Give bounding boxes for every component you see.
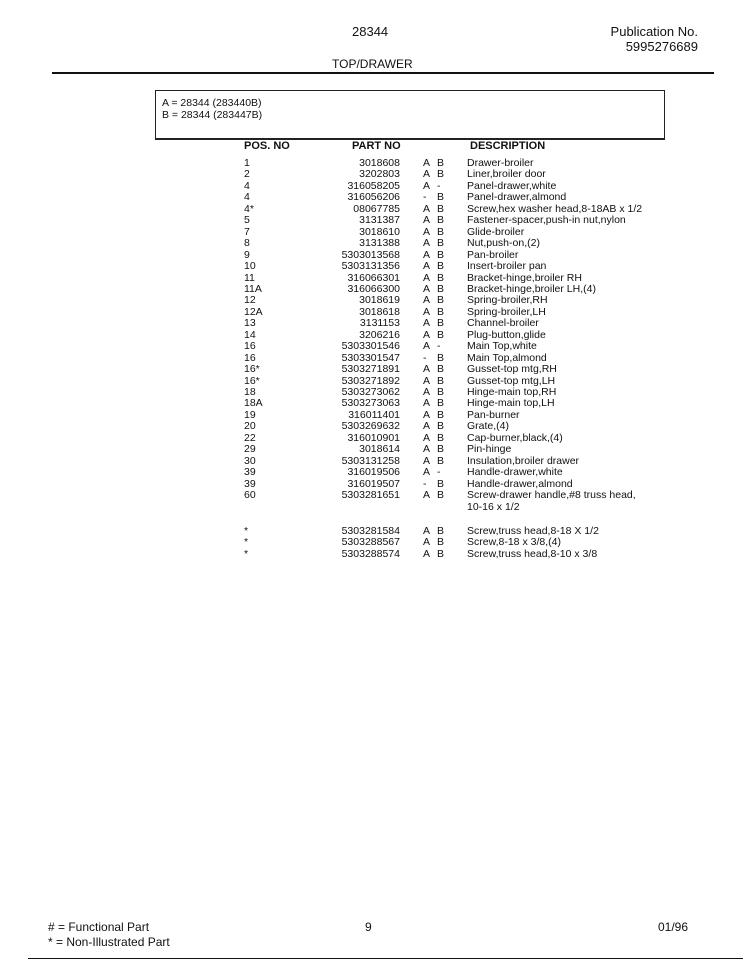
model-number: 28344 bbox=[352, 24, 389, 39]
model-a-cell: A bbox=[423, 328, 431, 341]
model-a-cell: A bbox=[423, 168, 431, 181]
model-b-cell: B bbox=[437, 443, 445, 456]
description-cell: Pan-burner bbox=[467, 408, 520, 421]
table-row bbox=[0, 317, 750, 329]
description-cell: Hinge-main top,RH bbox=[467, 386, 557, 398]
model-a-cell: A bbox=[423, 536, 431, 549]
part-number-cell: 5303301547 bbox=[341, 351, 400, 364]
part-number-cell: 3018614 bbox=[359, 443, 400, 456]
part-number-cell: 3202803 bbox=[359, 168, 400, 181]
pos-cell: 11A bbox=[244, 282, 262, 295]
model-b-cell: B bbox=[437, 202, 445, 215]
model-b-cell: B bbox=[437, 305, 445, 318]
part-number-cell: 5303301546 bbox=[341, 340, 400, 353]
model-b-cell: B bbox=[437, 157, 445, 169]
model-a-cell: A bbox=[423, 489, 431, 502]
table-row bbox=[0, 478, 750, 490]
model-a-cell: A bbox=[423, 202, 431, 215]
model-a-cell: A bbox=[423, 271, 431, 284]
table-row bbox=[0, 432, 750, 444]
pos-cell: 30 bbox=[244, 454, 256, 467]
table-row bbox=[0, 226, 750, 238]
description-cell: Grate,(4) bbox=[467, 420, 510, 433]
model-a-cell: A bbox=[423, 454, 431, 467]
model-a-cell: A bbox=[423, 431, 431, 444]
model-a-cell: A bbox=[423, 408, 431, 421]
description-cell: Bracket-hinge,broiler LH,(4) bbox=[467, 282, 596, 295]
model-b-cell: - bbox=[437, 179, 441, 192]
pos-cell: 2 bbox=[244, 168, 250, 181]
pos-cell: 20 bbox=[244, 420, 256, 433]
part-number-cell: 3131387 bbox=[359, 214, 400, 227]
part-number-cell: 5303271891 bbox=[341, 363, 400, 376]
part-number-cell: 316058205 bbox=[347, 179, 400, 192]
pos-cell: 14 bbox=[244, 328, 256, 341]
part-number-cell: 316011401 bbox=[348, 408, 400, 421]
description-cell: Screw,truss head,8-18 X 1/2 bbox=[467, 524, 599, 537]
part-number-cell: 3206216 bbox=[359, 328, 400, 341]
non-illustrated-note: * = Non-Illustrated Part bbox=[48, 935, 170, 949]
description-cell: Main Top,white bbox=[467, 340, 537, 353]
pos-cell: * bbox=[244, 524, 249, 537]
model-a-cell: A bbox=[423, 524, 431, 537]
table-row bbox=[0, 409, 750, 421]
table-row bbox=[0, 548, 750, 560]
part-number-cell: 5303131356 bbox=[341, 260, 400, 273]
description-cell: Bracket-hinge,broiler RH bbox=[467, 271, 582, 284]
description-cell: Spring-broiler,LH bbox=[467, 305, 546, 318]
table-row bbox=[0, 455, 750, 467]
pos-cell: 1 bbox=[244, 157, 250, 169]
description-cell: Insert-broiler pan bbox=[467, 260, 547, 273]
model-b-cell: B bbox=[437, 408, 445, 421]
part-number-cell: 3018619 bbox=[359, 294, 400, 307]
model-a-cell: A bbox=[423, 363, 431, 376]
table-row bbox=[0, 272, 750, 284]
part-number-cell: 316066300 bbox=[347, 282, 400, 295]
column-header-description: DESCRIPTION bbox=[470, 140, 546, 152]
model-a-cell: - bbox=[423, 351, 427, 364]
model-a-cell: A bbox=[423, 420, 431, 433]
description-cell: Main Top,almond bbox=[467, 351, 547, 364]
pos-cell: 19 bbox=[244, 408, 256, 421]
table-row bbox=[0, 352, 750, 364]
model-b-cell: B bbox=[437, 547, 445, 560]
description-cell: Hinge-main top,LH bbox=[467, 397, 555, 410]
table-row bbox=[0, 306, 750, 318]
model-b-cell: B bbox=[437, 225, 445, 238]
table-row bbox=[0, 375, 750, 387]
pos-cell: 7 bbox=[244, 225, 250, 238]
pos-cell: 9 bbox=[244, 248, 250, 261]
table-row bbox=[0, 214, 750, 226]
page-number: 9 bbox=[365, 920, 372, 934]
model-b-cell: B bbox=[437, 477, 445, 490]
pos-cell: 22 bbox=[244, 431, 256, 444]
pos-cell: * bbox=[244, 547, 249, 560]
description-cell: Pan-broiler bbox=[467, 248, 519, 261]
table-row bbox=[0, 237, 750, 249]
legend-line-a: A = 28344 (283440B) bbox=[162, 97, 262, 109]
pos-cell: 18A bbox=[244, 397, 263, 410]
part-number-cell: 3131388 bbox=[359, 237, 400, 250]
table-row bbox=[0, 180, 750, 192]
model-b-cell: - bbox=[437, 466, 441, 479]
pos-cell: 16 bbox=[244, 340, 256, 353]
description-cell: Fastener-spacer,push-in nut,nylon bbox=[467, 214, 626, 227]
pos-cell: 11 bbox=[244, 271, 255, 284]
table-row bbox=[0, 501, 750, 513]
pos-cell: 29 bbox=[244, 443, 256, 456]
part-number-cell: 5303288574 bbox=[341, 547, 400, 560]
pos-cell: 16* bbox=[244, 374, 260, 387]
table-row bbox=[0, 203, 750, 215]
model-b-cell: B bbox=[437, 271, 445, 284]
model-b-cell: B bbox=[437, 260, 445, 273]
description-cell: Screw,truss head,8-10 x 3/8 bbox=[467, 547, 598, 560]
table-row bbox=[0, 536, 750, 548]
part-number-cell: 5303271892 bbox=[341, 374, 400, 387]
footer-divider bbox=[28, 958, 743, 959]
model-a-cell: A bbox=[423, 214, 431, 227]
pos-cell: 4* bbox=[244, 202, 254, 215]
model-a-cell: A bbox=[423, 340, 431, 353]
model-b-cell: B bbox=[437, 374, 445, 387]
model-a-cell: A bbox=[423, 282, 431, 295]
model-a-cell: A bbox=[423, 386, 431, 398]
part-number-cell: 316056206 bbox=[347, 191, 400, 204]
model-b-cell: B bbox=[437, 363, 445, 376]
description-cell: Plug-button,glide bbox=[467, 328, 546, 341]
part-number-cell: 3018618 bbox=[359, 305, 400, 318]
model-b-cell: B bbox=[437, 248, 445, 261]
model-b-cell: B bbox=[437, 536, 445, 549]
model-b-cell: B bbox=[437, 317, 445, 330]
part-number-cell: 316019506 bbox=[347, 466, 400, 479]
model-a-cell: A bbox=[423, 547, 431, 560]
table-row bbox=[0, 294, 750, 306]
part-number-cell: 3131153 bbox=[359, 317, 400, 330]
description-cell: Screw,8-18 x 3/8,(4) bbox=[467, 536, 561, 549]
table-row bbox=[0, 249, 750, 261]
model-a-cell: A bbox=[423, 466, 431, 479]
revision-date: 01/96 bbox=[658, 920, 689, 934]
model-a-cell: A bbox=[423, 248, 431, 261]
description-cell: Drawer-broiler bbox=[467, 157, 534, 169]
model-b-cell: B bbox=[437, 351, 445, 364]
description-cell: 10-16 x 1/2 bbox=[467, 500, 520, 513]
pos-cell: 5 bbox=[244, 214, 250, 227]
table-row bbox=[0, 489, 750, 501]
table-row bbox=[0, 168, 750, 180]
pos-cell: 8 bbox=[244, 237, 250, 250]
part-number-cell: 316010901 bbox=[347, 431, 400, 444]
pos-cell: 16* bbox=[244, 363, 260, 376]
description-cell: Cap-burner,black,(4) bbox=[467, 431, 563, 444]
pos-cell: 39 bbox=[244, 466, 256, 479]
model-b-cell: B bbox=[437, 214, 445, 227]
table-row bbox=[0, 191, 750, 203]
model-b-cell: B bbox=[437, 397, 445, 410]
description-cell: Screw,hex washer head,8-18AB x 1/2 bbox=[467, 202, 643, 215]
model-b-cell: B bbox=[437, 489, 445, 502]
functional-part-note: # = Functional Part bbox=[48, 920, 150, 934]
pos-cell: 4 bbox=[244, 179, 250, 192]
pos-cell: 12 bbox=[244, 294, 256, 307]
table-row bbox=[0, 329, 750, 341]
description-cell: Insulation,broiler drawer bbox=[467, 454, 580, 467]
description-cell: Pin-hinge bbox=[467, 443, 512, 456]
table-row bbox=[0, 443, 750, 455]
part-number-cell: 5303131258 bbox=[341, 454, 400, 467]
model-b-cell: B bbox=[437, 454, 445, 467]
model-a-cell: A bbox=[423, 157, 431, 169]
model-b-cell: B bbox=[437, 431, 445, 444]
part-number-cell: 5303281584 bbox=[341, 524, 400, 537]
description-cell: Screw-drawer handle,#8 truss head, bbox=[467, 489, 636, 502]
model-b-cell: B bbox=[437, 386, 445, 398]
part-number-cell: 316019507 bbox=[347, 477, 400, 490]
model-b-cell: B bbox=[437, 328, 445, 341]
section-title: TOP/DRAWER bbox=[332, 57, 413, 71]
model-a-cell: - bbox=[423, 191, 427, 204]
table-row bbox=[0, 283, 750, 295]
pos-cell: 12A bbox=[244, 305, 263, 318]
pos-cell: 13 bbox=[244, 317, 256, 330]
description-cell: Handle-drawer,almond bbox=[467, 477, 573, 490]
model-b-cell: B bbox=[437, 420, 445, 433]
publication-block bbox=[611, 24, 698, 54]
part-number-cell: 316066301 bbox=[347, 271, 400, 284]
description-cell: Panel-drawer,almond bbox=[467, 191, 567, 204]
model-b-cell: B bbox=[437, 191, 445, 204]
table-row bbox=[0, 525, 750, 537]
table-row bbox=[0, 260, 750, 272]
part-number-cell: 5303273062 bbox=[341, 386, 400, 398]
table-row bbox=[0, 397, 750, 409]
part-number-cell: 3018608 bbox=[359, 157, 400, 169]
pos-cell: 16 bbox=[244, 351, 256, 364]
description-cell: Gusset-top mtg,RH bbox=[467, 363, 557, 376]
table-row bbox=[0, 386, 750, 398]
table-row bbox=[0, 363, 750, 375]
header-divider bbox=[52, 72, 714, 74]
pos-cell: 18 bbox=[244, 386, 256, 398]
model-a-cell: A bbox=[423, 397, 431, 410]
table-row bbox=[0, 157, 750, 169]
table-row bbox=[0, 420, 750, 432]
column-header-pos: POS. NO bbox=[244, 140, 290, 152]
model-b-cell: B bbox=[437, 524, 445, 537]
publication-number: 5995276689 bbox=[625, 39, 698, 54]
column-header-part: PART NO bbox=[352, 140, 401, 152]
part-number-cell: 5303273063 bbox=[341, 397, 400, 410]
model-a-cell: A bbox=[423, 237, 431, 250]
pos-cell: 10 bbox=[244, 260, 256, 273]
description-cell: Nut,push-on,(2) bbox=[467, 237, 540, 250]
model-a-cell: A bbox=[423, 374, 431, 387]
part-number-cell: 5303281651 bbox=[341, 489, 400, 502]
description-cell: Liner,broiler door bbox=[467, 168, 546, 181]
part-number-cell: 5303288567 bbox=[341, 536, 400, 549]
description-cell: Gusset-top mtg,LH bbox=[467, 374, 556, 387]
model-b-cell: B bbox=[437, 237, 445, 250]
part-number-cell: 5303013568 bbox=[341, 248, 400, 261]
description-cell: Spring-broiler,RH bbox=[467, 294, 548, 307]
pos-cell: 60 bbox=[244, 489, 256, 502]
model-b-cell: B bbox=[437, 282, 445, 295]
pos-cell: * bbox=[244, 536, 249, 549]
pos-cell: 4 bbox=[244, 191, 250, 204]
part-number-cell: 3018610 bbox=[359, 225, 400, 238]
model-a-cell: A bbox=[423, 294, 431, 307]
footer-legend bbox=[48, 920, 170, 950]
table-row bbox=[0, 466, 750, 478]
model-a-cell: A bbox=[423, 225, 431, 238]
model-a-cell: A bbox=[423, 179, 431, 192]
model-b-cell: - bbox=[437, 340, 441, 353]
description-cell: Glide-broiler bbox=[467, 225, 525, 238]
part-number-cell: 08067785 bbox=[353, 202, 400, 215]
model-b-cell: B bbox=[437, 294, 445, 307]
model-a-cell: - bbox=[423, 477, 427, 490]
legend-line-b: B = 28344 (283447B) bbox=[162, 109, 263, 121]
table-row bbox=[0, 340, 750, 352]
model-a-cell: A bbox=[423, 260, 431, 273]
publication-label: Publication No. bbox=[610, 24, 698, 39]
description-cell: Handle-drawer,white bbox=[467, 466, 563, 479]
pos-cell: 39 bbox=[244, 477, 256, 490]
model-a-cell: A bbox=[423, 305, 431, 318]
description-cell: Channel-broiler bbox=[467, 317, 539, 330]
part-number-cell: 5303269632 bbox=[341, 420, 400, 433]
model-a-cell: A bbox=[423, 443, 431, 456]
description-cell: Panel-drawer,white bbox=[467, 179, 557, 192]
model-a-cell: A bbox=[423, 317, 431, 330]
model-b-cell: B bbox=[437, 168, 445, 181]
